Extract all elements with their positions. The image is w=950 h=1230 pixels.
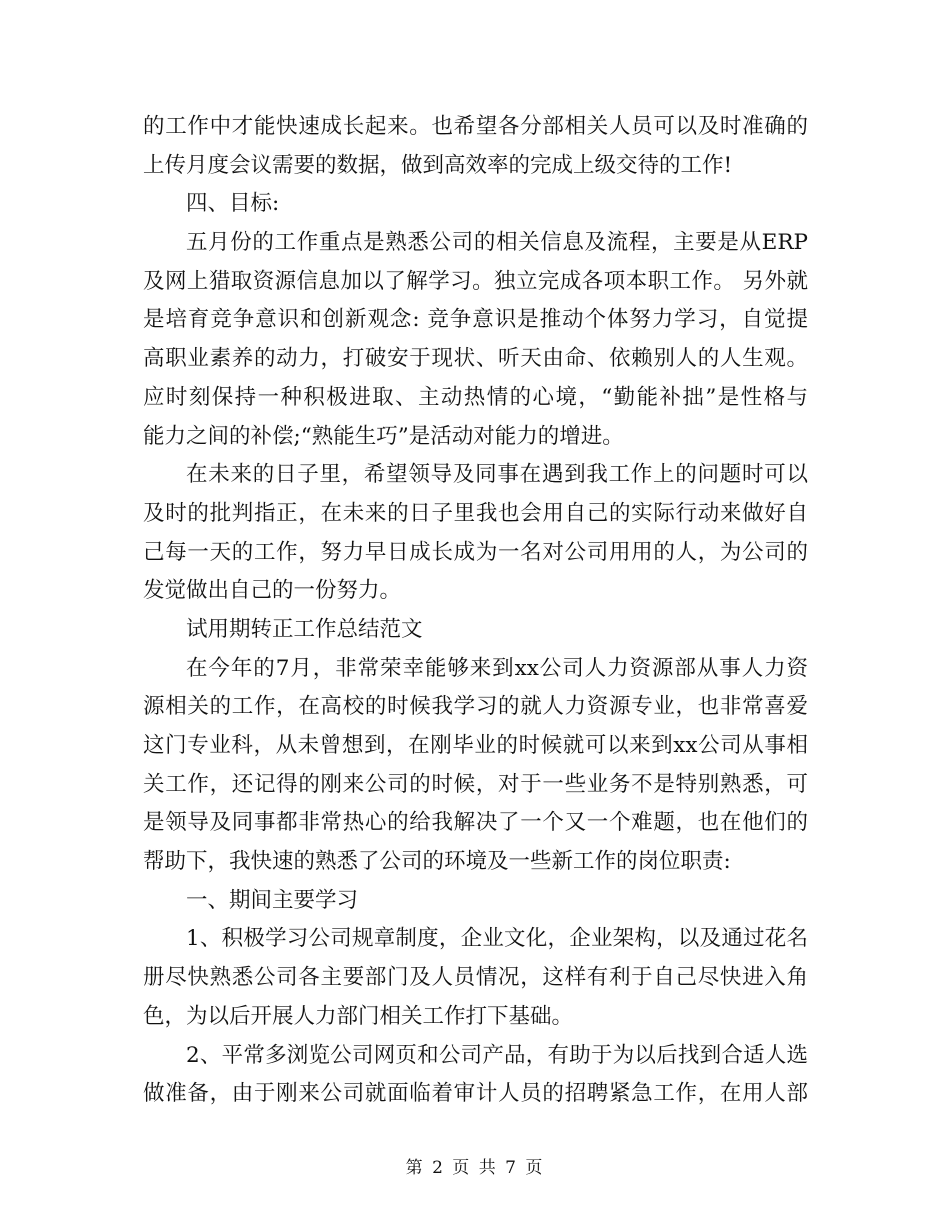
text-line: 一、期间主要学习	[186, 887, 359, 913]
text-line: 四、目标:	[186, 191, 280, 217]
text-line: 及时的批判指正，在未来的日子里我也会用自己的实际行动来做好自	[143, 500, 808, 526]
text-line: 应时刻保持一种积极进取、主动热情的心境，“勤能补拙”是性格与	[143, 384, 808, 410]
text-line: 能力之间的补偿;“熟能生巧”是活动对能力的增进。	[143, 423, 624, 449]
text-line: 发觉做出自己的一份努力。	[143, 578, 402, 604]
text-line: 是培育竞争意识和创新观念: 竞争意识是推动个体努力学习，自觉提	[143, 307, 808, 333]
text-line: 册尽快熟悉公司各主要部门及人员情况，这样有利于自己尽快进入角	[143, 965, 808, 991]
text-line: 色，为以后开展人力部门相关工作打下基础。	[143, 1003, 574, 1029]
text-line: 五月份的工作重点是熟悉公司的相关信息及流程，主要是从ERP	[186, 230, 808, 256]
text-line: 在未来的日子里，希望领导及同事在遇到我工作上的问题时可以	[186, 462, 808, 488]
text-line: 做准备，由于刚来公司就面临着审计人员的招聘紧急工作，在用人部	[143, 1081, 808, 1107]
document-body	[143, 108, 808, 1114]
text-line: 试用期转正工作总结范文	[186, 616, 423, 642]
text-line: 源相关的工作，在高校的时候我学习的就人力资源专业，也非常喜爱	[143, 694, 808, 720]
text-line: 2、平常多浏览公司网页和公司产品，有助于为以后找到合适人选	[186, 1042, 808, 1068]
text-line: 这门专业科，从未曾想到，在刚毕业的时候就可以来到xx公司从事相	[143, 733, 808, 758]
text-line: 高职业素养的动力，打破安于现状、听天由命、依赖别人的人生观。	[143, 346, 808, 372]
page-footer: 第 2 页 共 7 页	[405, 1158, 545, 1178]
text-line: 的工作中才能快速成长起来。也希望各分部相关人员可以及时准确的	[143, 114, 808, 139]
text-line: 帮助下，我快速的熟悉了公司的环境及一些新工作的岗位职责:	[143, 849, 731, 875]
text-line: 是领导及同事都非常热心的给我解决了一个又一个难题，也在他们的	[143, 810, 808, 836]
text-line: 关工作，还记得的刚来公司的时候，对于一些业务不是特别熟悉，可	[143, 771, 808, 797]
text-line: 上传月度会议需要的数据，做到高效率的完成上级交待的工作!	[143, 152, 733, 178]
text-line: 在今年的7月，非常荣幸能够来到xx公司人力资源部从事人力资	[186, 655, 808, 681]
text-line: 及网上猎取资源信息加以了解学习。独立完成各项本职工作。 另外就	[143, 268, 808, 294]
text-line: 1、积极学习公司规章制度，企业文化，企业架构，以及通过花名	[186, 926, 808, 952]
text-line: 己每一天的工作，努力早日成长成为一名对公司用用的人，为公司的	[143, 539, 808, 565]
